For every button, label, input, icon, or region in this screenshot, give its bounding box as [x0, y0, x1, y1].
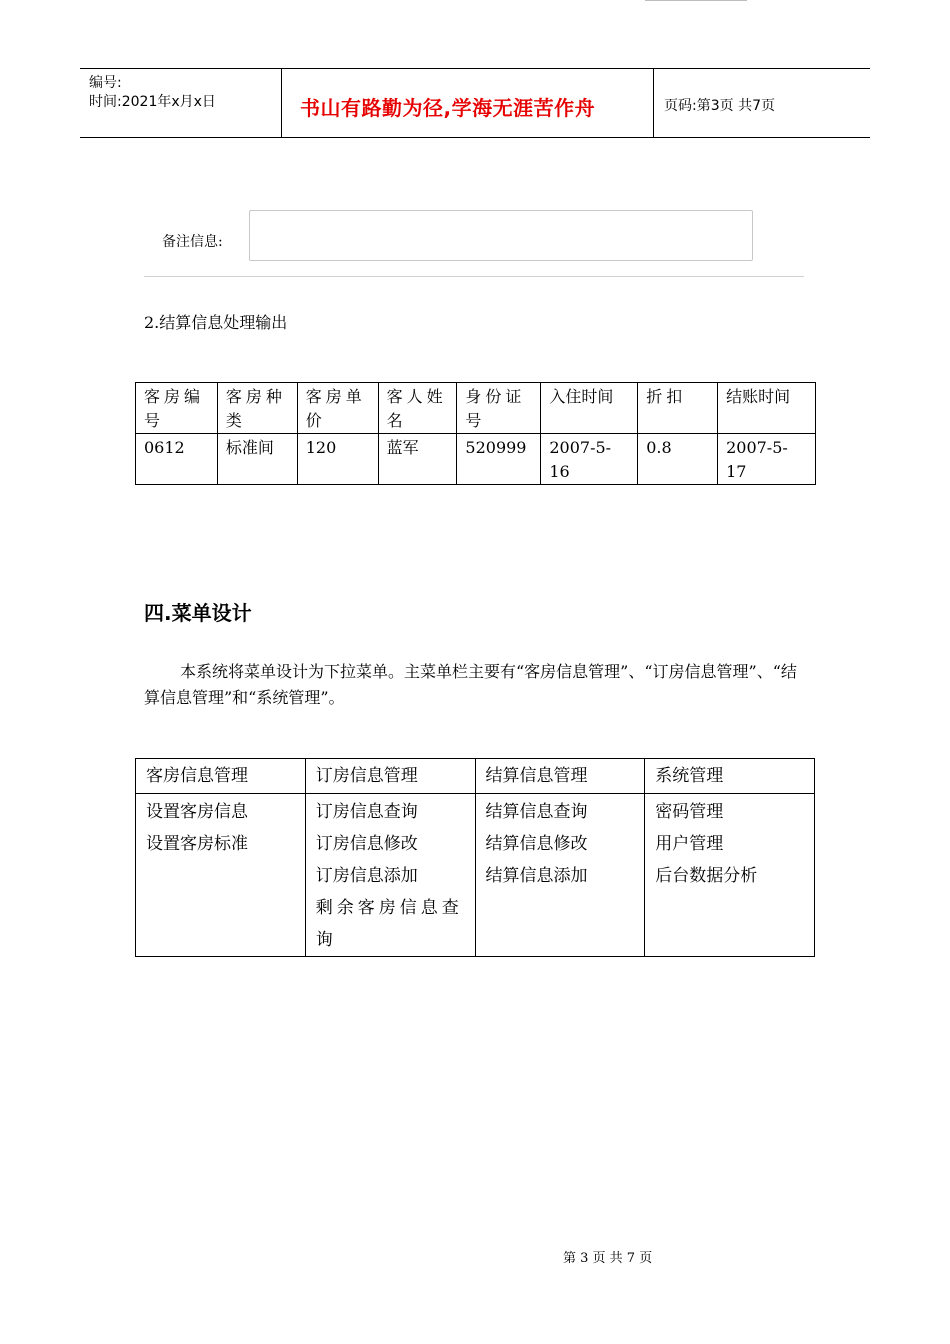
header-cell: 折扣 [638, 383, 718, 434]
table-header-row [136, 759, 815, 794]
cell: 标准间 [217, 434, 297, 485]
table-row [136, 434, 816, 485]
cell: 0.8 [638, 434, 718, 485]
header-cell: 客房编号 [136, 383, 218, 434]
header-cell: 结算信息管理 [475, 759, 645, 794]
menu-column-settlement [475, 794, 645, 957]
header-cell: 订房信息管理 [305, 759, 475, 794]
motto-text: 书山有路勤为径,学海无涯苦作舟 [300, 96, 596, 120]
page-footer: 第 3 页 共 7 页 [563, 1251, 653, 1266]
menu-column-room [136, 794, 306, 957]
header-left-cell [80, 69, 282, 137]
cell: 120 [297, 434, 378, 485]
header-cell: 客房种类 [217, 383, 297, 434]
cell: 2007-5-17 [718, 434, 816, 485]
list-item: 结算信息查询 [485, 802, 588, 822]
list-item: 用户管理 [655, 834, 724, 854]
divider [144, 276, 804, 277]
header-cell: 入住时间 [541, 383, 638, 434]
header-page-cell [654, 69, 870, 137]
list-item: 订房信息查询 [315, 802, 418, 822]
section4-title: 四.菜单设计 [144, 601, 252, 625]
menu-column-system [645, 794, 815, 957]
number-label: 编号: [89, 75, 122, 91]
table-row [136, 794, 815, 957]
list-item: 订房信息修改 [315, 834, 418, 854]
cell: 2007-5-16 [541, 434, 638, 485]
table-header-row [136, 383, 816, 434]
top-edge-mark [645, 0, 747, 1]
cell: 蓝军 [378, 434, 457, 485]
header-cell: 客房单价 [297, 383, 378, 434]
settlement-table [135, 382, 816, 485]
menu-description: 本系统将菜单设计为下拉菜单。主菜单栏主要有“客房信息管理”、“订房信息管理”、“结算信息管理”和“系统管理”。 [144, 662, 797, 707]
header-motto-cell [282, 69, 654, 137]
list-item: 结算信息修改 [485, 834, 588, 854]
header-cell: 身份证号 [457, 383, 541, 434]
menu-column-booking [305, 794, 475, 957]
header-cell: 结账时间 [718, 383, 816, 434]
menu-table [135, 758, 815, 957]
list-item: 剩余客房信息查询 [315, 898, 463, 950]
cell: 520999 [457, 434, 541, 485]
remark-label: 备注信息: [162, 234, 223, 250]
page-code: 页码:第3页 共7页 [664, 98, 775, 114]
list-item: 后台数据分析 [655, 866, 758, 886]
list-item: 订房信息添加 [315, 866, 418, 886]
header-cell: 客房信息管理 [136, 759, 306, 794]
header-cell: 系统管理 [645, 759, 815, 794]
list-item: 设置客房标准 [146, 834, 248, 854]
cell: 0612 [136, 434, 218, 485]
remark-input[interactable] [249, 210, 753, 261]
list-item: 密码管理 [655, 802, 724, 822]
header-cell: 客人姓名 [378, 383, 457, 434]
section2-title: 2.结算信息处理输出 [144, 313, 288, 332]
list-item: 结算信息添加 [485, 866, 588, 886]
time-label: 时间:2021年x月x日 [89, 94, 216, 110]
list-item: 设置客房信息 [146, 802, 248, 822]
page-header [80, 68, 870, 138]
